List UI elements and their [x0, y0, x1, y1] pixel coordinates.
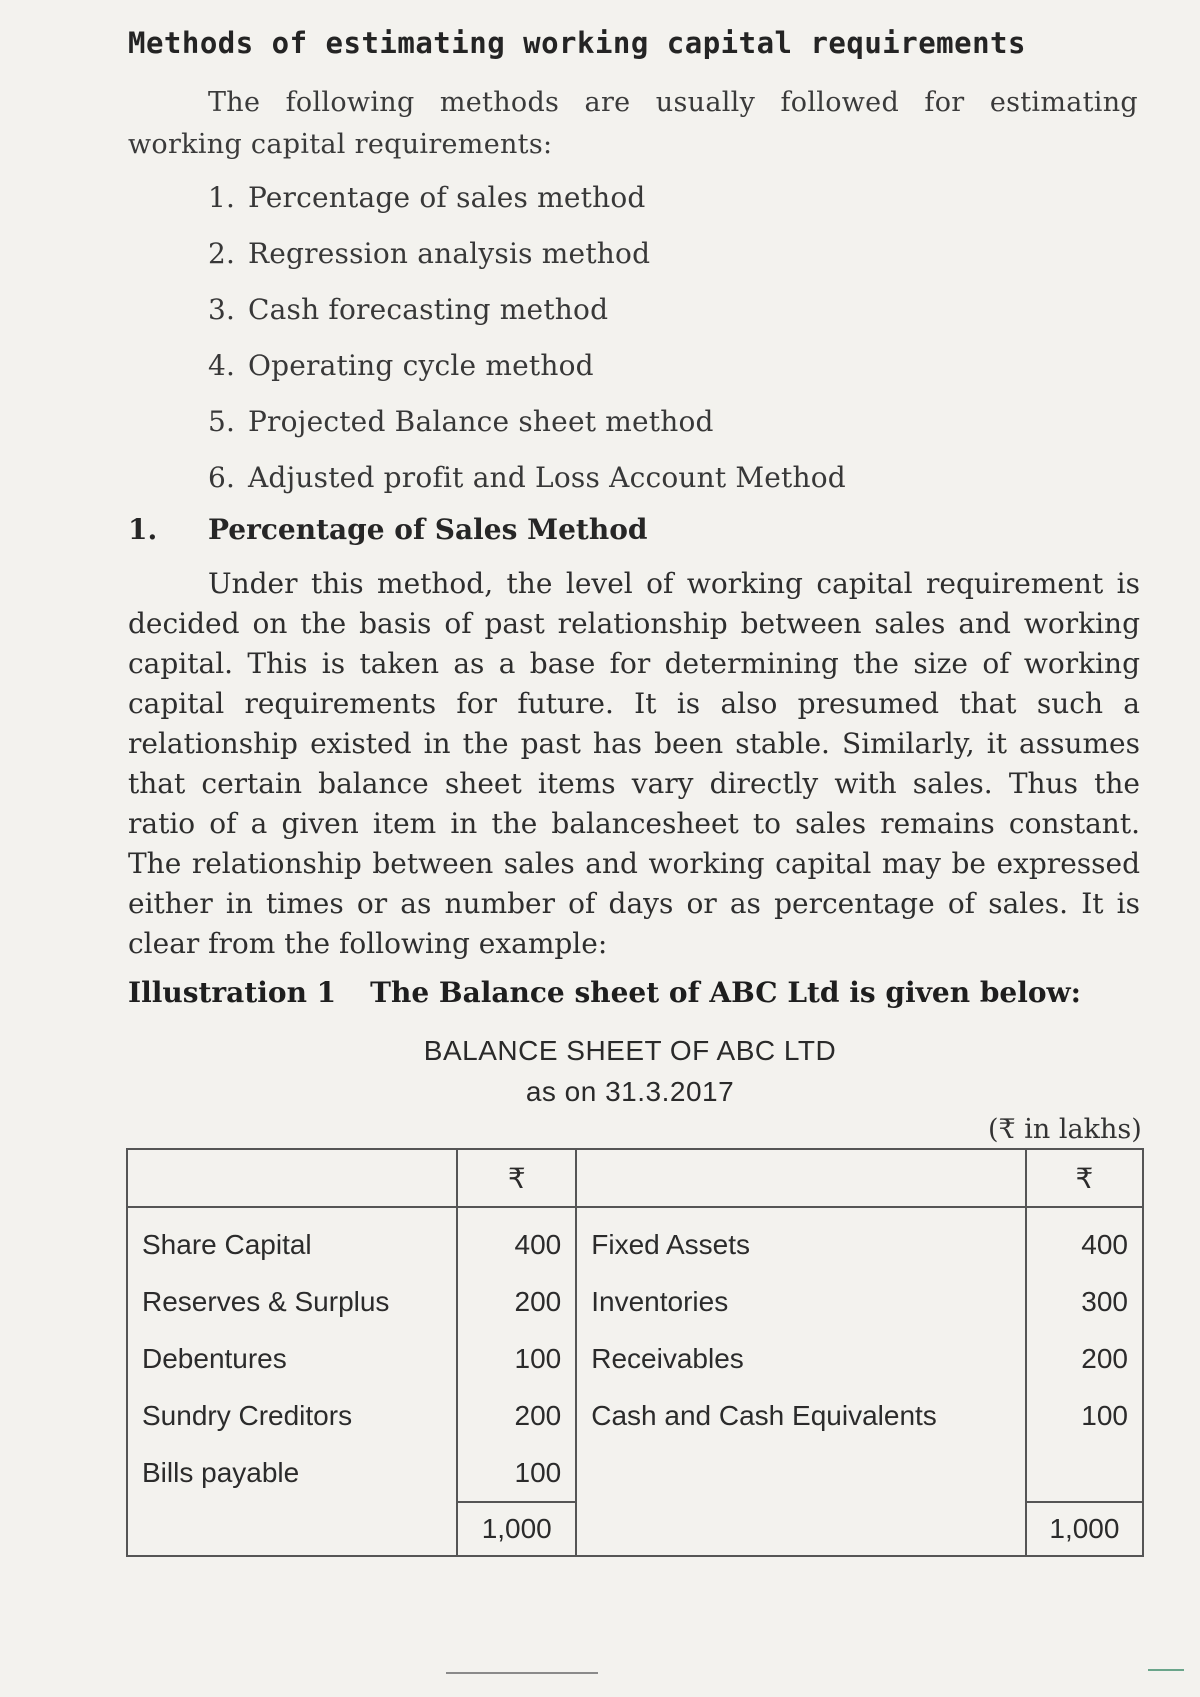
total-label-cell [576, 1502, 1026, 1556]
list-item-number: 2. [208, 237, 236, 270]
illustration-heading [128, 976, 1081, 1009]
total-assets: 1,000 [1026, 1502, 1143, 1556]
balance-sheet-title: BALANCE SHEET OF ABC LTD [423, 1035, 837, 1066]
list-item [208, 290, 846, 346]
intro-paragraph [128, 82, 1138, 166]
table-row [127, 1387, 1143, 1444]
liability-amount: 200 [457, 1387, 576, 1444]
asset-amount [1026, 1444, 1143, 1502]
table-total-row [127, 1502, 1143, 1556]
header-currency-cell: ₹ [457, 1149, 576, 1207]
total-liabilities: 1,000 [457, 1502, 576, 1556]
asset-amount: 400 [1026, 1207, 1143, 1273]
illustration-text: The Balance sheet of ABC Ltd is given below: [370, 976, 1081, 1009]
liability-name: Sundry Creditors [127, 1387, 457, 1444]
balance-sheet-date: as on 31.3.2017 [525, 1076, 735, 1107]
table-row [127, 1207, 1143, 1273]
asset-amount: 200 [1026, 1330, 1143, 1387]
list-item-number: 6. [208, 461, 236, 494]
table-row [127, 1330, 1143, 1387]
list-item-label: Percentage of sales method [248, 181, 646, 214]
liability-amount: 100 [457, 1444, 576, 1502]
liability-amount: 100 [457, 1330, 576, 1387]
list-item-number: 3. [208, 293, 236, 326]
asset-name: Fixed Assets [576, 1207, 1026, 1273]
intro-text: The following methods are usually followed for estimating working capital requirements: [128, 87, 1138, 160]
list-item-label: Projected Balance sheet method [248, 405, 714, 438]
bottom-rule [446, 1672, 598, 1674]
page-heading: Methods of estimating working capital requirements [128, 26, 1026, 60]
section-heading [128, 513, 647, 546]
corner-mark [1148, 1669, 1184, 1671]
asset-amount: 300 [1026, 1273, 1143, 1330]
list-item-number: 5. [208, 405, 236, 438]
list-item-label: Regression analysis method [248, 237, 651, 270]
illustration-label: Illustration 1 [128, 976, 337, 1009]
table-row [127, 1444, 1143, 1502]
list-item-label: Cash forecasting method [248, 293, 609, 326]
asset-amount: 100 [1026, 1387, 1143, 1444]
liability-name: Debentures [127, 1330, 457, 1387]
list-item [208, 234, 846, 290]
section-paragraph [128, 564, 1140, 964]
liability-amount: 400 [457, 1207, 576, 1273]
table-row [127, 1273, 1143, 1330]
section-paragraph-text: Under this method, the level of working capital requirement is decided on the basis of past relationship between sales and working capital. This is taken as a base for determining the size of working capital requirements for future. It is also presumed that such a relationship existed in the past has been stable. Similarly, it assumes that certain balance sheet items vary directly with sales. Thus the ratio of a given item in the balancesheet to sales remains constant. The relationship between sales and working capital may be expressed either in times or as number of days or as percentage of sales. It is clear from the following example: [128, 567, 1140, 960]
methods-list [208, 178, 846, 514]
total-label-cell [127, 1502, 457, 1556]
header-liabilities-cell [127, 1149, 457, 1207]
section-number: 1. [128, 513, 158, 546]
liability-amount: 200 [457, 1273, 576, 1330]
header-currency-cell: ₹ [1026, 1149, 1143, 1207]
list-item-number: 4. [208, 349, 236, 382]
liability-name: Bills payable [127, 1444, 457, 1502]
header-assets-cell [576, 1149, 1026, 1207]
asset-name: Cash and Cash Equivalents [576, 1387, 1026, 1444]
balance-sheet-table [126, 1148, 1144, 1557]
asset-name: Receivables [576, 1330, 1026, 1387]
section-title: Percentage of Sales Method [208, 513, 648, 546]
list-item [208, 458, 846, 514]
units-note: (₹ in lakhs) [988, 1114, 1142, 1145]
asset-name [576, 1444, 1026, 1502]
list-item-label: Adjusted profit and Loss Account Method [248, 461, 846, 494]
list-item [208, 346, 846, 402]
list-item [208, 402, 846, 458]
list-item [208, 178, 846, 234]
liability-name: Reserves & Surplus [127, 1273, 457, 1330]
asset-name: Inventories [576, 1273, 1026, 1330]
liability-name: Share Capital [127, 1207, 457, 1273]
list-item-label: Operating cycle method [248, 349, 594, 382]
list-item-number: 1. [208, 181, 236, 214]
table-header-row [127, 1149, 1143, 1207]
